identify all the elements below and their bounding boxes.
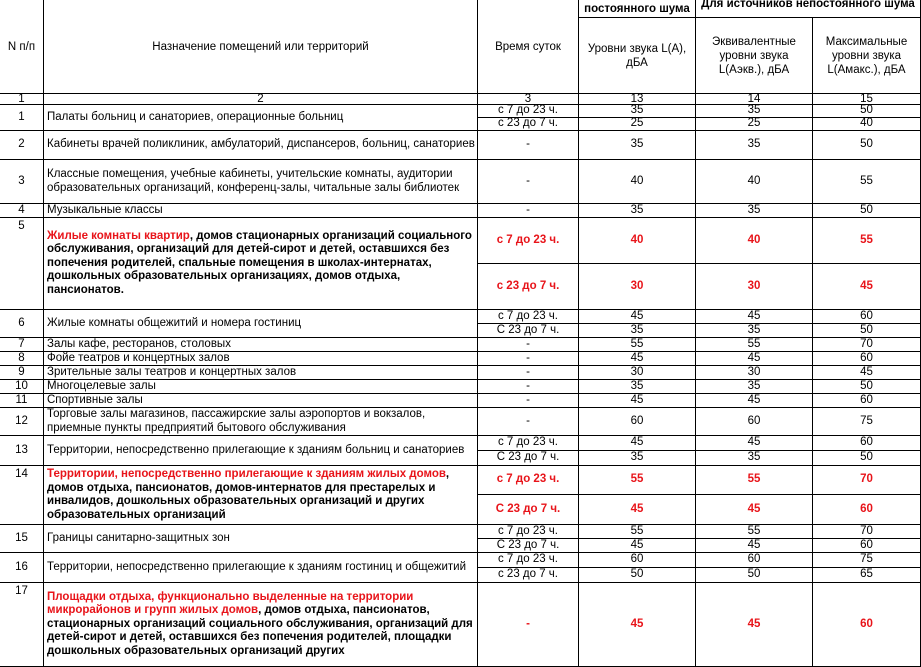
- colnum-5: 14: [696, 94, 813, 105]
- row-name: [44, 310, 478, 338]
- row-name-rest: Границы санитарно-защитных зон: [47, 531, 230, 544]
- row-num: 2: [0, 131, 44, 160]
- row-name-rest: Кабинеты врачей поликлиник, амбулаторий, диспансеров, больниц, санаториев: [47, 138, 475, 151]
- row-name-rest: Залы кафе, ресторанов, столовых: [47, 338, 231, 350]
- row-name-text: [47, 204, 163, 217]
- row-name-highlight: Площадки отдыха, функционально выделенные на территории микрорайонов и групп жилых домов: [47, 590, 414, 617]
- la-value: 35: [579, 324, 696, 338]
- row-num: 1: [0, 105, 44, 131]
- eq-value: 35: [696, 105, 813, 118]
- la-value: 50: [579, 568, 696, 583]
- row-name-text: [47, 468, 475, 522]
- max-value: 50: [813, 105, 921, 118]
- max-value: 60: [813, 352, 921, 366]
- row-name-rest: Музыкальные классы: [47, 204, 163, 216]
- header-max: Максимальные уровни звука L(Амакс.), дБА: [813, 18, 921, 94]
- row-name-text: [47, 380, 156, 393]
- table-row: [0, 583, 921, 667]
- row-name-text: [47, 138, 475, 152]
- row-num: 5: [0, 218, 44, 310]
- time-cell: -: [478, 583, 579, 667]
- eq-value: 45: [696, 539, 813, 553]
- max-value: 50: [813, 451, 921, 466]
- max-value: 70: [813, 466, 921, 495]
- la-value: 45: [579, 352, 696, 366]
- time-cell: с 23 до 7 ч.: [478, 118, 579, 131]
- row-name-rest: , домов отдыха, пансионатов, стационарных организаций социального обслуживания, организаций для детей-сирот и детей, оставшихся без попечения родителей, площадки дошкольных образовательных организаций других: [47, 604, 473, 657]
- row-name-highlight: Жилые комнаты квартир: [47, 229, 190, 242]
- header-time: Время суток: [478, 0, 579, 94]
- la-value: 40: [579, 160, 696, 204]
- table-row: [0, 338, 921, 352]
- row-name: [44, 525, 478, 553]
- time-cell: с 7 до 23 ч.: [478, 310, 579, 324]
- row-name-text: [47, 394, 143, 407]
- time-cell: -: [478, 131, 579, 160]
- time-cell: С 23 до 7 ч.: [478, 324, 579, 338]
- la-value: 55: [579, 338, 696, 352]
- table-row: [0, 160, 921, 204]
- row-name-text: [47, 352, 230, 365]
- time-cell: -: [478, 408, 579, 436]
- table-row: [0, 366, 921, 380]
- max-value: 75: [813, 553, 921, 568]
- row-name-rest: , домов стационарных организаций социального обслуживания, организаций для детей-сирот и детей, оставшихся без попечения родителей, спальные помещения в школах-интернатах, дошкольных образовательных организациях, домов отдыха, пансионатов.: [47, 229, 472, 296]
- header-la: Уровни звука L(А), дБА: [579, 18, 696, 94]
- row-num: 15: [0, 525, 44, 553]
- time-cell: С 23 до 7 ч.: [478, 451, 579, 466]
- time-cell: -: [478, 380, 579, 394]
- row-name: [44, 380, 478, 394]
- max-value: 50: [813, 131, 921, 160]
- row-name: [44, 352, 478, 366]
- colnum-1: 1: [0, 94, 44, 105]
- header-const-noise: постоянного шума: [579, 0, 696, 18]
- max-value: 70: [813, 338, 921, 352]
- table-row: [0, 466, 921, 525]
- row-name-rest: Зрительные залы театров и концертных залов: [47, 366, 297, 378]
- max-value: 60: [813, 495, 921, 525]
- max-value: 50: [813, 324, 921, 338]
- row-name: [44, 218, 478, 310]
- time-cell: с 7 до 23 ч.: [478, 436, 579, 451]
- row-name: [44, 408, 478, 436]
- row-num: 3: [0, 160, 44, 204]
- la-value: 30: [579, 366, 696, 380]
- max-value: 45: [813, 366, 921, 380]
- table-row: [0, 408, 921, 436]
- eq-value: 30: [696, 264, 813, 310]
- eq-value: 40: [696, 160, 813, 204]
- table-row: [0, 553, 921, 583]
- time-cell: С 23 до 7 ч.: [478, 495, 579, 525]
- table-row: [0, 380, 921, 394]
- colnum-3: 3: [478, 94, 579, 105]
- row-name-rest: Жилые комнаты общежитий и номера гостиниц: [47, 316, 302, 329]
- max-value: 70: [813, 525, 921, 539]
- row-name-rest: Палаты больниц и санаториев, операционные больниц: [47, 110, 344, 123]
- row-name-text: [47, 168, 475, 195]
- row-name: [44, 366, 478, 380]
- row-name-rest: Спортивные залы: [47, 394, 143, 406]
- header-eq: Эквивалентные уровни звука L(Аэкв.), дБА: [696, 18, 813, 94]
- row-num: 7: [0, 338, 44, 352]
- la-value: 35: [579, 451, 696, 466]
- la-value: 40: [579, 218, 696, 264]
- eq-value: 45: [696, 583, 813, 667]
- la-value: 55: [579, 525, 696, 539]
- eq-value: 55: [696, 338, 813, 352]
- max-value: 55: [813, 160, 921, 204]
- row-name: [44, 204, 478, 218]
- max-value: 50: [813, 204, 921, 218]
- row-name-text: [47, 338, 231, 351]
- la-value: 45: [579, 583, 696, 667]
- la-value: 45: [579, 394, 696, 408]
- colnum-2: 2: [44, 94, 478, 105]
- row-num: 10: [0, 380, 44, 394]
- max-value: 60: [813, 394, 921, 408]
- row-name-rest: , домов отдыха, пансионатов, домов-интернатов для престарелых и инвалидов, дошкольных образовательных организаций и других образовательных организаций: [47, 468, 450, 521]
- la-value: 35: [579, 131, 696, 160]
- row-name-rest: Торговые залы магазинов, пассажирские залы аэропортов и вокзалов, приемные пункты предприятий бытового обслуживания: [47, 408, 426, 434]
- row-name: [44, 105, 478, 131]
- header-name: Назначение помещений или территорий: [44, 0, 478, 94]
- eq-value: 45: [696, 394, 813, 408]
- time-cell: с 7 до 23 ч.: [478, 218, 579, 264]
- la-value: 45: [579, 495, 696, 525]
- max-value: 40: [813, 118, 921, 131]
- row-name: [44, 583, 478, 667]
- max-value: 60: [813, 436, 921, 451]
- la-value: 45: [579, 310, 696, 324]
- row-name-text: [47, 408, 475, 435]
- time-cell: -: [478, 160, 579, 204]
- time-cell: -: [478, 338, 579, 352]
- table-row: [0, 436, 921, 466]
- row-name: [44, 553, 478, 583]
- time-cell: с 23 до 7 ч.: [478, 568, 579, 583]
- eq-value: 45: [696, 352, 813, 366]
- row-name-rest: Фойе театров и концертных залов: [47, 352, 230, 364]
- eq-value: 55: [696, 525, 813, 539]
- eq-value: 35: [696, 131, 813, 160]
- eq-value: 35: [696, 324, 813, 338]
- time-cell: с 7 до 23 ч.: [478, 105, 579, 118]
- time-cell: С 23 до 7 ч.: [478, 539, 579, 553]
- row-name: [44, 436, 478, 466]
- row-num: 6: [0, 310, 44, 338]
- row-name: [44, 131, 478, 160]
- header-num: N п/п: [0, 0, 44, 94]
- la-value: 35: [579, 380, 696, 394]
- time-cell: с 7 до 23 ч.: [478, 525, 579, 539]
- table-row: [0, 394, 921, 408]
- row-name-rest: Территории, непосредственно прилегающие к зданиям больниц и санаториев: [47, 443, 465, 456]
- row-name-text: [47, 111, 343, 125]
- la-value: 30: [579, 264, 696, 310]
- max-value: 50: [813, 380, 921, 394]
- time-cell: с 7 до 23 ч.: [478, 553, 579, 568]
- row-name-rest: Многоцелевые залы: [47, 380, 156, 392]
- la-value: 35: [579, 204, 696, 218]
- row-name: [44, 338, 478, 352]
- max-value: 60: [813, 310, 921, 324]
- eq-value: 45: [696, 310, 813, 324]
- la-value: 45: [579, 539, 696, 553]
- table-row: [0, 105, 921, 131]
- la-value: 55: [579, 466, 696, 495]
- row-num: 16: [0, 553, 44, 583]
- eq-value: 60: [696, 408, 813, 436]
- la-value: 45: [579, 436, 696, 451]
- row-num: 12: [0, 408, 44, 436]
- eq-value: 45: [696, 495, 813, 525]
- time-cell: -: [478, 366, 579, 380]
- eq-value: 35: [696, 204, 813, 218]
- row-name: [44, 160, 478, 204]
- eq-value: 55: [696, 466, 813, 495]
- max-value: 60: [813, 539, 921, 553]
- row-name-rest: Территории, непосредственно прилегающие к зданиям гостиниц и общежитий: [47, 560, 467, 573]
- max-value: 65: [813, 568, 921, 583]
- row-num: 13: [0, 436, 44, 466]
- max-value: 45: [813, 264, 921, 310]
- row-name: [44, 394, 478, 408]
- row-name-text: [47, 366, 296, 379]
- max-value: 55: [813, 218, 921, 264]
- eq-value: 35: [696, 380, 813, 394]
- column-number-row: [0, 94, 921, 105]
- colnum-4: 13: [579, 94, 696, 105]
- row-num: 11: [0, 394, 44, 408]
- table-row: [0, 204, 921, 218]
- header-nonconst-noise: Для источников непостоянного шума: [696, 0, 921, 18]
- row-name-text: [47, 561, 466, 575]
- row-name-text: [47, 230, 475, 298]
- colnum-6: 15: [813, 94, 921, 105]
- row-num: 4: [0, 204, 44, 218]
- row-name-rest: Классные помещения, учебные кабинеты, учительские комнаты, аудитории образовательных организаций, конференц-залы, читальные залы библиотек: [47, 168, 460, 194]
- table-row: [0, 131, 921, 160]
- table-row: [0, 525, 921, 553]
- la-value: 60: [579, 408, 696, 436]
- table-row: [0, 310, 921, 338]
- row-num: 14: [0, 466, 44, 525]
- row-num: 9: [0, 366, 44, 380]
- time-cell: с 23 до 7 ч.: [478, 264, 579, 310]
- row-name-text: [47, 591, 475, 659]
- la-value: 35: [579, 105, 696, 118]
- time-cell: -: [478, 352, 579, 366]
- time-cell: с 7 до 23 ч.: [478, 466, 579, 495]
- eq-value: 25: [696, 118, 813, 131]
- table-row: [0, 218, 921, 310]
- eq-value: 60: [696, 553, 813, 568]
- la-value: 60: [579, 553, 696, 568]
- row-num: 8: [0, 352, 44, 366]
- time-cell: -: [478, 394, 579, 408]
- max-value: 60: [813, 583, 921, 667]
- eq-value: 30: [696, 366, 813, 380]
- eq-value: 50: [696, 568, 813, 583]
- la-value: 25: [579, 118, 696, 131]
- row-name-text: [47, 532, 230, 546]
- max-value: 75: [813, 408, 921, 436]
- row-name-highlight: Территории, непосредственно прилегающие к зданиям жилых домов: [47, 468, 446, 480]
- row-name: [44, 466, 478, 525]
- eq-value: 45: [696, 436, 813, 451]
- time-cell: -: [478, 204, 579, 218]
- table-row: [0, 352, 921, 366]
- row-num: 17: [0, 583, 44, 667]
- eq-value: 40: [696, 218, 813, 264]
- eq-value: 35: [696, 451, 813, 466]
- row-name-text: [47, 444, 464, 458]
- row-name-text: [47, 317, 301, 331]
